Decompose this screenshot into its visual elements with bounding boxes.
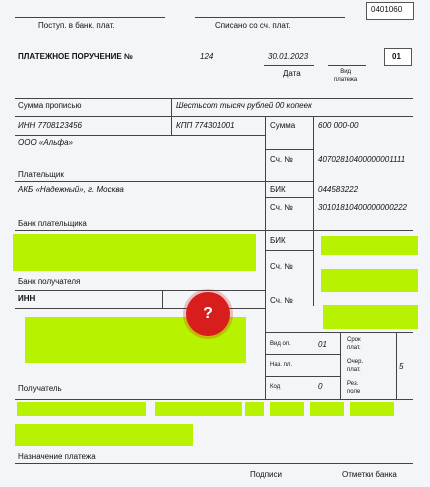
document-date: 30.01.2023 bbox=[268, 52, 309, 61]
bank-marks-label: Отметки банка bbox=[342, 470, 397, 479]
payer-sum: 600 000-00 bbox=[318, 121, 359, 130]
payee-bik-bottom-line bbox=[265, 250, 313, 251]
purpose-bottom-line bbox=[15, 463, 413, 464]
order-value: 5 bbox=[399, 362, 404, 371]
status-code: 01 bbox=[392, 52, 401, 61]
code-label: Код bbox=[270, 384, 281, 390]
tax-field-6-redaction bbox=[350, 402, 394, 416]
op-type-value: 01 bbox=[318, 340, 327, 349]
payer-bank-label: Банк плательщика bbox=[18, 219, 87, 228]
payee-bank-bik-label: БИК bbox=[270, 236, 286, 245]
codes-row1-line bbox=[265, 354, 340, 355]
debited-label: Списано со сч. плат. bbox=[215, 21, 291, 30]
inn-kpp-divider bbox=[171, 116, 172, 135]
main-vertical-divider bbox=[265, 116, 266, 399]
question-mark-icon: ? bbox=[203, 305, 213, 322]
payer-inn: ИНН 7708123456 bbox=[18, 121, 82, 130]
payee-inn-label: ИНН bbox=[18, 294, 36, 303]
form-code: 0401060 bbox=[371, 5, 403, 14]
payee-bank-account-redaction bbox=[321, 269, 418, 292]
tax-field-3-redaction bbox=[245, 402, 264, 416]
payee-bank-bottom-line bbox=[15, 290, 265, 291]
tax-field-1-redaction bbox=[17, 402, 146, 416]
payer-account: 40702810400000001111 bbox=[318, 155, 406, 164]
payer-inn-line bbox=[15, 135, 265, 136]
received-line bbox=[15, 17, 165, 18]
payer-bank-bottom-line bbox=[15, 230, 413, 231]
debited-line bbox=[195, 17, 345, 18]
payer-bank-bik: 044583222 bbox=[318, 185, 359, 194]
bik-bottom-line bbox=[265, 197, 313, 198]
payer-label: Плательщик bbox=[18, 170, 64, 179]
amount-words-value: Шестьсот тысяч рублей 00 копеек bbox=[176, 101, 312, 110]
payment-type-label bbox=[334, 68, 357, 84]
payer-bank-name: АКБ «Надежный», г. Москва bbox=[18, 185, 124, 194]
payer-bank-corr-label: Сч. № bbox=[270, 203, 293, 212]
payee-inn-divider bbox=[162, 290, 163, 308]
payment-type-underline bbox=[328, 65, 366, 66]
reserve-label bbox=[347, 380, 360, 396]
amount-words-divider bbox=[171, 98, 172, 116]
tax-field-5-redaction bbox=[310, 402, 344, 416]
code-value: 0 bbox=[318, 382, 323, 391]
term-label bbox=[347, 336, 361, 352]
reserve-label-text: Рез. поле bbox=[347, 381, 361, 395]
codes-row2-line bbox=[265, 376, 340, 377]
payee-account-label: Сч. № bbox=[270, 296, 293, 305]
amount-words-top-line bbox=[15, 98, 413, 99]
payment-type-label-text: Вид платежа bbox=[334, 69, 358, 83]
value-column-divider bbox=[313, 116, 314, 306]
codes-top-line bbox=[265, 332, 413, 333]
date-label: Дата bbox=[283, 69, 301, 78]
order-label-text: Очер. плат. bbox=[347, 359, 364, 373]
payer-bank-corr-account: 30101810400000000222 bbox=[318, 203, 407, 212]
payer-sum-label: Сумма bbox=[270, 121, 296, 130]
tax-field-2-redaction bbox=[155, 402, 242, 416]
hidden-field-marker[interactable] bbox=[186, 292, 230, 336]
payer-account-label: Сч. № bbox=[270, 155, 293, 164]
payee-bank-label: Банк получателя bbox=[18, 277, 81, 286]
term-label-text: Срок плат. bbox=[347, 337, 361, 351]
received-label: Поступ. в банк. плат. bbox=[38, 21, 115, 30]
payer-kpp: КПП 774301001 bbox=[176, 121, 235, 130]
payee-bank-account-label: Сч. № bbox=[270, 262, 293, 271]
purpose-text-redaction bbox=[15, 424, 193, 446]
sum-bottom-line bbox=[265, 149, 313, 150]
purpose-label: Назначение платежа bbox=[18, 452, 96, 461]
payee-bank-bik-redaction bbox=[321, 236, 418, 255]
op-type-label: Вид оп. bbox=[270, 341, 291, 347]
amount-words-label: Сумма прописью bbox=[18, 101, 82, 110]
bik-top-line bbox=[265, 181, 313, 182]
payee-account-redaction bbox=[323, 305, 418, 329]
signatures-label: Подписи bbox=[250, 470, 282, 479]
payer-bank-bik-label: БИК bbox=[270, 185, 286, 194]
amount-words-bottom-line bbox=[15, 116, 413, 117]
payer-bottom-line bbox=[15, 181, 265, 182]
date-underline bbox=[264, 65, 314, 66]
document-number: 124 bbox=[200, 52, 214, 61]
codes-right-divider bbox=[396, 332, 397, 399]
payee-label: Получатель bbox=[18, 384, 62, 393]
payee-bank-name-redaction bbox=[13, 234, 256, 271]
tax-field-4-redaction bbox=[270, 402, 304, 416]
payee-bottom-line bbox=[15, 399, 413, 400]
document-title: ПЛАТЕЖНОЕ ПОРУЧЕНИЕ № bbox=[18, 52, 133, 61]
payer-name: ООО «Альфа» bbox=[18, 138, 73, 147]
codes-mid-divider bbox=[340, 332, 341, 399]
order-label bbox=[347, 358, 363, 374]
purpose-code-label: Наз. пл. bbox=[270, 362, 293, 368]
